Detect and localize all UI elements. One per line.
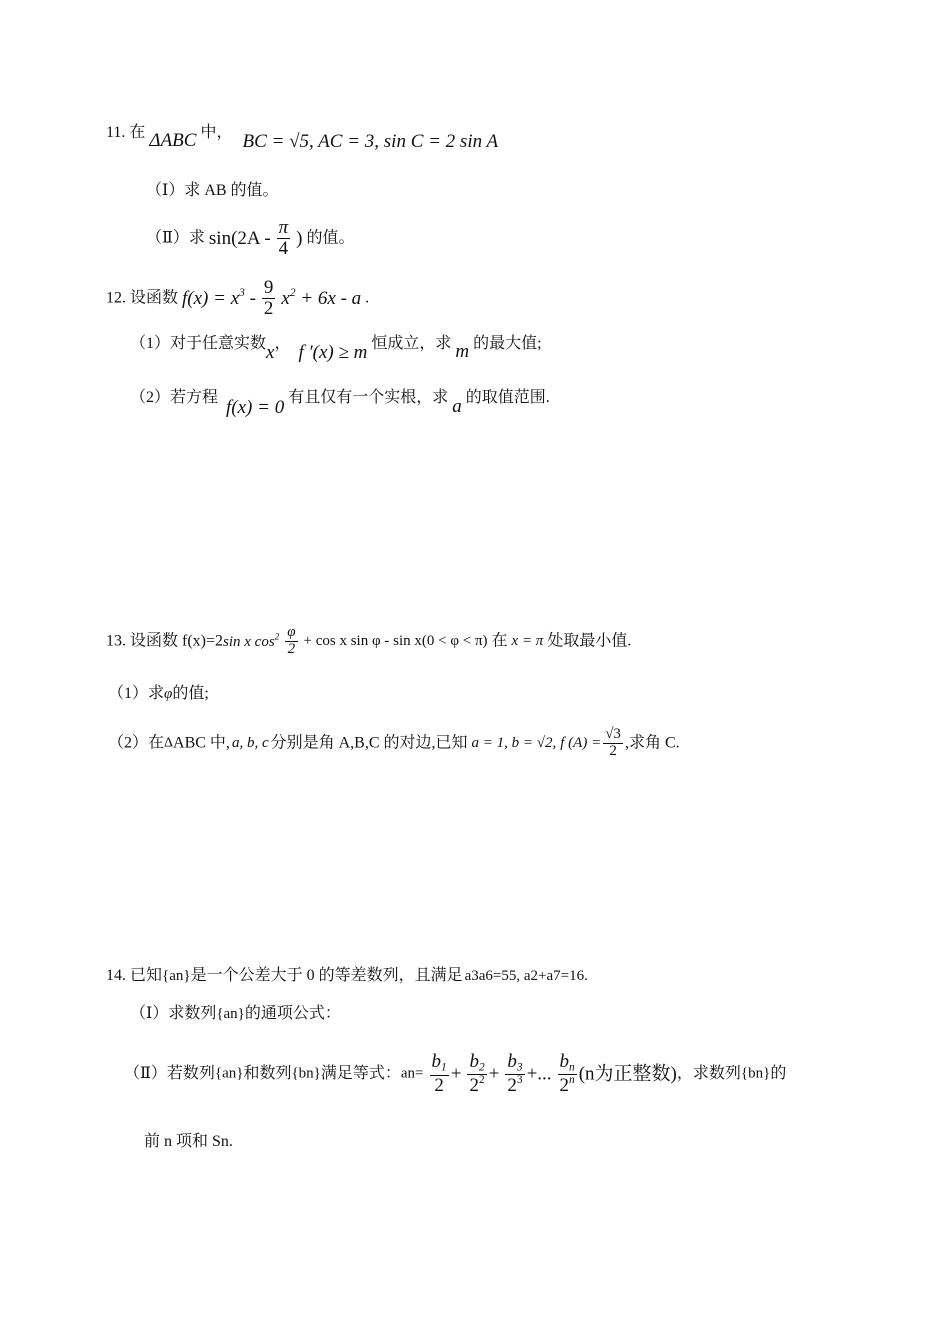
q12-p1-tail: 的最大值;: [473, 335, 542, 352]
q14-d1: 2: [434, 1074, 444, 1096]
q12-x: x: [281, 288, 290, 310]
q14-s1: 1: [441, 1061, 447, 1074]
q11-part2-tail: 的值。: [306, 229, 355, 247]
q12-dot: .: [365, 289, 370, 307]
q14-p2-an: an=: [400, 1065, 424, 1082]
q11-condition: BC = √5, AC = 3, sin C = 2 sin A: [242, 131, 499, 152]
q11-lead: 在: [129, 124, 146, 141]
q12-exp3: 3: [239, 287, 245, 300]
q13-line: [106, 625, 631, 658]
q11-number: 11.: [106, 124, 126, 141]
q12-line: [106, 278, 369, 319]
q14-b1: b: [431, 1051, 442, 1073]
q14-b2: b: [469, 1051, 479, 1072]
q14-d2: 2: [469, 1075, 479, 1097]
q12-p2-mid: 有且仅有一个实根，求: [288, 389, 449, 406]
q12-f-left: [182, 288, 256, 309]
q14-s3: 3: [516, 1061, 523, 1074]
q14-e3: 3: [516, 1074, 523, 1087]
q14-frac-n: [558, 1052, 577, 1096]
q14-plus3: +...: [526, 1063, 552, 1085]
q14-p2-mid: 满足等式：: [320, 1065, 401, 1083]
q13-p2-mid: 分别是角 A,B,C 的对边,已知: [270, 734, 468, 752]
q11-close-paren: ): [296, 227, 303, 249]
q12-lead: 设函数: [130, 289, 179, 307]
q12-p2-tail: 的取值范围.: [465, 389, 550, 406]
q14-part1: [130, 1006, 341, 1022]
q13-phi-half: [285, 625, 297, 658]
q12-part2: [130, 387, 550, 418]
q12-p2-label: （2）若方程: [130, 389, 219, 406]
q13-condition: x = π: [511, 632, 544, 649]
q14-b3: b: [507, 1051, 517, 1072]
q14-p2-seq-b2: {bn}: [740, 1065, 771, 1082]
q14-sn: n: [569, 1061, 575, 1074]
q11-part2-expr: sin(2A -: [208, 227, 271, 249]
q11-part2-label: （Ⅱ）求: [146, 229, 205, 247]
q11-part1: （Ⅰ）求 AB 的值。: [146, 182, 279, 199]
q14-p1-seq: {an}: [216, 1006, 245, 1022]
q13-p1-tail: 的值;: [172, 685, 209, 702]
q14-last-line: 前 n 项和 Sn.: [144, 1133, 233, 1150]
q14-number: 14.: [106, 967, 126, 984]
q13-p2-tail: ,求角 C.: [624, 734, 680, 752]
q13-expr1: [223, 631, 280, 650]
q12-p1-fprime: f ′(x) ≥ m: [298, 342, 368, 363]
q13-mid: 在: [491, 632, 508, 650]
q14-en: n: [569, 1074, 575, 1087]
q14-plus2: +: [488, 1063, 500, 1085]
q14-d3: 2: [507, 1075, 517, 1097]
q14-p2-and: 和数列: [243, 1065, 292, 1083]
q14-p1-label: （Ⅰ）求数列: [130, 1005, 217, 1022]
q12-p1-x: x: [266, 342, 275, 363]
q14-lead: 已知: [130, 967, 163, 984]
q12-minus: -: [244, 288, 256, 310]
q13-p1-label: （1）求: [108, 685, 165, 702]
q12-p1-label: （1）对于任意实数: [130, 335, 267, 352]
q12-part1: [130, 333, 542, 363]
q13-number: 13.: [106, 632, 126, 650]
q13-phi: φ: [287, 624, 296, 640]
q13-sincos: sin x cos: [223, 633, 275, 650]
q14-p2-seq-a: {an}: [214, 1065, 244, 1082]
q13-p2-two: 2: [609, 742, 617, 759]
q11-pi-over-4: [277, 218, 291, 259]
q14-p2-find: ，求数列: [676, 1065, 741, 1083]
q12-two: 2: [263, 297, 274, 319]
q12-p1-mid: 恒成立，求: [371, 335, 452, 352]
q12-exp2: 2: [289, 287, 296, 300]
q13-p2-abc: a, b, c: [231, 734, 269, 751]
q14-frac-2: [467, 1052, 486, 1096]
q12-p1-comma: ，: [274, 335, 291, 352]
q11-pi: π: [278, 217, 289, 238]
q11-four: 4: [278, 237, 289, 259]
q12-p2-a: a: [452, 396, 462, 417]
q12-f-right: [281, 288, 361, 309]
q13-p2-abc-text: ABC 中,: [173, 734, 230, 752]
q14-p2-seq-b: {bn}: [291, 1065, 321, 1082]
q14-e2: 2: [478, 1074, 485, 1087]
q13-p1-phi: φ: [164, 686, 173, 702]
q14-plus1: +: [450, 1063, 462, 1085]
q13-p2-label: （2）在: [108, 734, 165, 752]
q13-expr2: + cos x sin φ - sin x(0 < φ < π): [303, 632, 488, 649]
q13-lead: 设函数 f(x)=2: [130, 632, 224, 650]
q14-paren: (n为正整数): [578, 1063, 677, 1085]
q11-line: [106, 122, 499, 152]
q12-nine-halves: [262, 278, 276, 319]
q14-s2: 2: [478, 1061, 485, 1074]
q13-p2-fa: f (A) =: [560, 734, 602, 751]
q14-line: [106, 968, 588, 984]
q14-p2-label: （Ⅱ）若数列: [124, 1065, 215, 1083]
q13-two: 2: [287, 640, 296, 657]
q14-bn: b: [559, 1051, 570, 1072]
q14-seq-a: {an}: [162, 968, 191, 984]
q13-p2-triangle: Δ: [164, 735, 174, 751]
q11-triangle: ΔABC: [149, 130, 197, 151]
q14-frac-3: [505, 1052, 524, 1096]
q13-part2: [108, 727, 680, 760]
q12-fx: f(x) = x: [182, 288, 240, 310]
q14-mid: 是一个公差大于 0 的等差数列，且满足: [190, 967, 463, 984]
q13-p2-ab: a = 1, b = √2,: [471, 734, 557, 751]
q11-part2: [146, 218, 355, 259]
q12-rest: + 6x - a: [295, 288, 362, 310]
q12-nine: 9: [263, 277, 274, 298]
q12-p1-m: m: [455, 341, 470, 362]
q14-dn: 2: [559, 1075, 570, 1097]
q13-sqrt3: √3: [605, 726, 621, 742]
q13-sqrt3-half: [603, 727, 623, 760]
q14-frac-1: [430, 1052, 449, 1095]
q14-part2: [124, 1052, 786, 1096]
q11-mid: 中，: [200, 124, 233, 141]
q13-part1: [108, 686, 209, 702]
q13-tail: 处取最小值.: [547, 632, 632, 650]
q14-conditions: a3a6=55, a2+a7=16.: [464, 968, 588, 984]
q14-p1-tail: 的通项公式：: [244, 1005, 341, 1022]
q14-p2-tail: 的: [770, 1065, 787, 1083]
q12-p2-eq: f(x) = 0: [226, 397, 285, 418]
q12-number: 12.: [106, 289, 126, 307]
q13-exp2: 2: [274, 631, 280, 642]
